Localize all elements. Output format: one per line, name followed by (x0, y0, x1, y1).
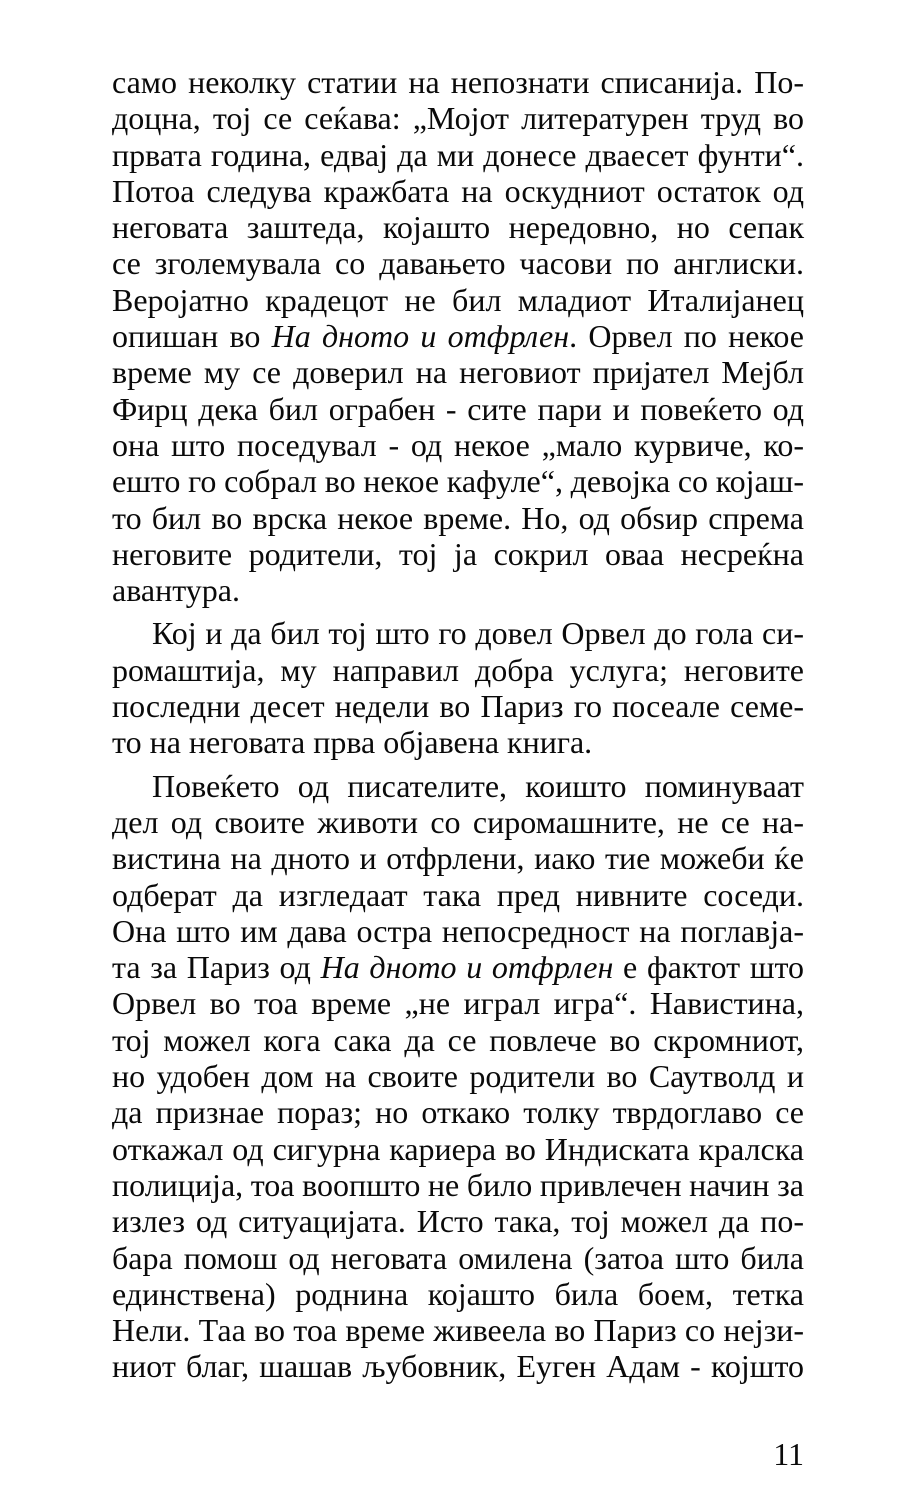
text-segment: тој можел кога сака да се повлече во скромниот, (112, 1021, 804, 1058)
text-segment: . Орвел по некое (569, 318, 804, 355)
text-segment: то на неговата прва објавена книга. (112, 724, 593, 761)
text-segment: ешто го собрал во некое кафуле“, девојка со којаш- (112, 463, 804, 500)
text-line (112, 245, 804, 281)
text-segment: Кој и да бил тој што го довел Орвел до гола си- (152, 615, 804, 652)
text-line (112, 427, 804, 463)
text-segment: откажал од сигурна кариера во Индиската кралска (112, 1130, 804, 1167)
text-segment: да признае пораз; но откако толку тврдоглаво се (112, 1094, 804, 1131)
text-segment: дел од своите животи со сиромашните, не се на- (112, 803, 804, 840)
text-line (112, 724, 804, 760)
text-line (112, 804, 804, 840)
text-segment: доцна, тој се сеќава: „Мојот литературен труд во (112, 100, 804, 137)
text-line (112, 1203, 804, 1239)
text-line (112, 768, 804, 804)
book-title-italic: На дното и отфрлен (320, 949, 614, 986)
text-line (112, 1094, 804, 1130)
text-line (112, 1276, 804, 1312)
text-line (112, 64, 804, 100)
text-segment: излез од ситуацијата. Исто така, тој можел да по- (112, 1203, 804, 1240)
text-line (112, 1240, 804, 1276)
text-line (112, 615, 804, 651)
text-segment: Потоа следува кражбата на оскудниот остаток од (112, 172, 804, 209)
text-line (112, 100, 804, 136)
text-line (112, 391, 804, 427)
text-segment: се зголемувала со давањето часови по англиски. (112, 245, 804, 282)
text-segment: Орвел во тоа време „не играл игра“. Навистина, (112, 985, 804, 1022)
text-line (112, 1131, 804, 1167)
text-line (112, 209, 804, 245)
text-line (112, 1312, 804, 1348)
text-line (112, 173, 804, 209)
text-line (112, 536, 804, 572)
text-segment: време му се доверил на неговиот пријател Мејбл (112, 354, 804, 391)
page-number: 11 (773, 1436, 804, 1472)
text-segment: единствена) роднина којашто била боем, тетка (112, 1275, 804, 1312)
text-line (112, 985, 804, 1021)
text-line (112, 282, 804, 318)
text-segment: Фирц дека бил ограбен - сите пари и повеќето од (112, 390, 804, 427)
text-line (112, 463, 804, 499)
text-segment: та за Париз од (112, 949, 321, 986)
paragraph (112, 768, 804, 1385)
text-segment: полиција, тоа воопшто не било привлечен начин за (112, 1166, 804, 1203)
text-line (112, 949, 804, 985)
text-segment: неговите родители, тој ја сокрил оваа несреќна (112, 535, 804, 572)
text-segment: вистина на дното и отфрлени, иако тие можеби ќе (112, 840, 804, 877)
text-segment: одберат да изгледаат така пред нивните соседи. (112, 876, 804, 913)
text-segment: неговата заштеда, којашто нередовно, но сепак (112, 209, 804, 246)
text-segment: Нели. Таа во тоа време живеела во Париз со нејзи- (112, 1312, 804, 1349)
text-line (112, 1058, 804, 1094)
text-line (112, 913, 804, 949)
text-block (112, 64, 804, 1385)
text-segment: првата година, едвај да ми донесе дваесет фунти“. (112, 136, 804, 173)
text-line (112, 688, 804, 724)
text-line (112, 877, 804, 913)
text-segment: Повеќето од писателите, коишто поминуваат (152, 767, 804, 804)
text-segment: она што поседувал - од некое „мало курвиче, ко- (112, 426, 804, 463)
text-segment: Веројатно крадецот не бил младиот Италијанец (112, 281, 804, 318)
paragraph (112, 615, 804, 760)
text-segment: но удобен дом на своите родители во Саутволд и (112, 1058, 804, 1095)
text-segment: бара помош од неговата омилена (затоа што била (112, 1239, 804, 1276)
text-line (112, 840, 804, 876)
text-line (112, 354, 804, 390)
book-title-italic: На дното и отфрлен (271, 318, 570, 355)
paragraph (112, 64, 804, 608)
text-segment: ниот благ, шашав љубовник, Еуген Адам - којшто (112, 1348, 804, 1385)
text-segment: то бил во врска некое време. Но, од обѕир спрема (112, 499, 804, 536)
text-segment: авантура. (112, 572, 240, 609)
text-line (112, 137, 804, 173)
text-segment: опишан во (112, 318, 272, 355)
text-segment: само неколку статии на непознати списанија. По- (112, 64, 804, 100)
text-line (112, 1348, 804, 1384)
text-line (112, 318, 804, 354)
text-segment: Она што им дава остра непосредност на поглавја- (112, 912, 804, 949)
text-segment: е фактот што (613, 949, 805, 986)
text-line (112, 500, 804, 536)
text-line (112, 652, 804, 688)
text-segment: последни десет недели во Париз го посеале семе- (112, 688, 804, 725)
text-line (112, 1167, 804, 1203)
text-line (112, 572, 804, 608)
text-segment: ромаштија, му направил добра услуга; неговите (112, 651, 804, 688)
text-line (112, 1022, 804, 1058)
